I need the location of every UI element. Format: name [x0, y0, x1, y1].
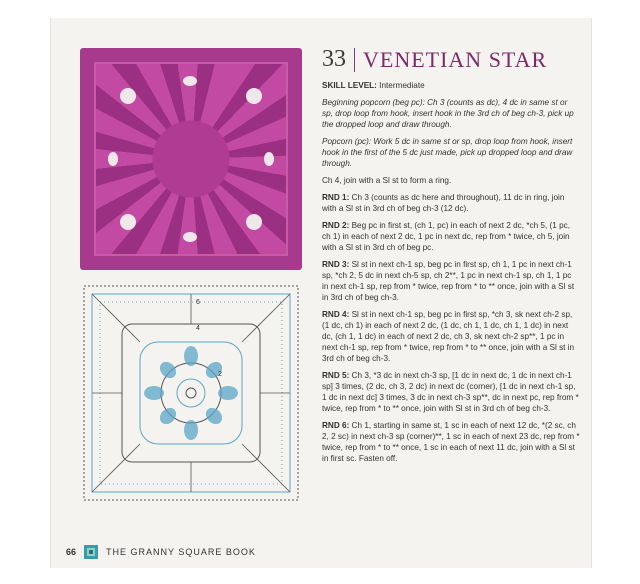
pattern-number: 33 — [322, 46, 346, 72]
round-label: RND 4: — [322, 310, 350, 319]
chart-round-4 — [122, 324, 260, 462]
round-label: RND 3: — [322, 260, 350, 269]
title-divider — [354, 48, 355, 72]
round-text: Ch 3, *3 dc in next ch-3 sp, [1 dc in next dc, 1 dc in next ch-1 sp] 3 times, (2 dc, ch 3, 2 dc) in next dc (corner), [1 dc in next ch-1 sp, 1 dc in next dc] 3 times, 3 dc in next ch-3 sp**, dc in next pc, rep from * twice, rep from * to ** once, join with Sl st in 3rd ch of beg ch-3. — [322, 371, 579, 413]
page-number: 66 — [66, 547, 77, 557]
granny-square-logo-icon — [84, 545, 98, 559]
pattern-instructions — [322, 80, 580, 470]
photo-hole — [108, 152, 118, 166]
note-popcorn: Popcorn (pc): Work 5 dc in same st or sp, drop loop from hook, insert hook in the first of the 5 dc just made, pick up dropped loop and draw through. — [322, 137, 573, 168]
popcorn-stitch — [203, 405, 226, 428]
skill-level-label: SKILL LEVEL: — [322, 81, 377, 90]
round-1 — [322, 192, 580, 214]
skill-level — [322, 80, 580, 91]
round-label: RND 1: — [322, 193, 350, 202]
crochet-chart — [78, 280, 304, 506]
pattern-title — [322, 46, 547, 73]
round-5 — [322, 370, 580, 414]
round-2 — [322, 220, 580, 253]
intro-step: Ch 4, join with a Sl st to form a ring. — [322, 176, 452, 185]
round-label: RND 6: — [322, 421, 350, 430]
round-label-6: 6 — [196, 299, 200, 306]
pattern-name: VENETIAN STAR — [363, 46, 548, 72]
chart-round-1 — [177, 379, 205, 407]
photo-hole — [120, 214, 136, 230]
popcorn-stitch — [184, 346, 198, 366]
popcorn-stitch — [203, 359, 226, 382]
popcorn-stitch — [157, 405, 180, 428]
chart-ring — [186, 388, 196, 398]
skill-level-value: Intermediate — [379, 81, 425, 90]
round-3 — [322, 259, 580, 303]
crochet-square-photo — [80, 48, 302, 270]
round-text: Sl st in next ch-1 sp, beg pc in first sp, *ch 3, sk next ch-2 sp, (1 dc, ch 1) in each of next 2 dc, (1 dc, ch 1, 1 dc, ch 1, 1 dc) in next dc, (ch 1, 1 dc) in each of next 2 dc, ch 3, sk next ch-2 sp**, 1 pc in next ch-1 sp, rep from * twice, rep from * to ** once, join with a Sl st in 3rd ch of beg ch-3. — [322, 310, 575, 363]
round-text: Sl st in next ch-1 sp, beg pc in first sp, ch 1, 1 pc in next ch-1 sp, *ch 2, 5 dc in next ch-5 sp, ch 2**, 1 pc in next ch-1 sp, ch 1, 1 pc in next ch-1 sp, rep from * twice, rep from * to ** once, join with a Sl st in 3rd ch of beg ch-3. — [322, 260, 575, 302]
popcorn-stitch — [218, 386, 238, 400]
photo-hole — [246, 88, 262, 104]
popcorn-stitch — [184, 420, 198, 440]
page-footer — [66, 545, 256, 559]
photo-hole — [264, 152, 274, 166]
round-text: Ch 3 (counts as dc here and throughout), 11 dc in ring, join with a Sl st in 3rd ch of beg ch-3 (12 dc). — [322, 193, 565, 213]
round-4 — [322, 309, 580, 364]
book-title: THE GRANNY SQUARE BOOK — [106, 547, 256, 557]
round-label-2: 2 — [218, 371, 222, 378]
round-label: RND 2: — [322, 221, 350, 230]
round-text: Ch 1, starting in same st, 1 sc in each of next 12 dc, *(2 sc, ch 2, 2 sc) in next ch-3 sp (corner)**, 1 sc in each of next 23 dc, rep from * twice, rep from * to ** once, 1 sc in each of next 11 dc, join with a Sl st in first sc. Fasten off. — [322, 421, 580, 463]
photo-hole — [120, 88, 136, 104]
popcorn-stitch — [144, 386, 164, 400]
photo-hole — [183, 76, 197, 86]
note-beg-popcorn: Beginning popcorn (beg pc): Ch 3 (counts as dc), 4 dc in same st or sp, drop loop from hook, insert hook in the 3rd ch of beg ch-3, pick up the dropped loop and draw through. — [322, 98, 574, 129]
popcorn-stitch — [157, 359, 180, 382]
photo-hole — [183, 232, 197, 242]
round-label: RND 5: — [322, 371, 350, 380]
photo-hole — [246, 214, 262, 230]
round-6 — [322, 420, 580, 464]
round-text: Beg pc in first st, (ch 1, pc) in each of next 2 dc, *ch 5, (1 pc, ch 1) in each of next 2 dc, 1 pc in next dc, rep from * twice, ch 5, join with a Sl st in 3rd ch of beg pc. — [322, 221, 571, 252]
round-label-4: 4 — [196, 325, 200, 332]
